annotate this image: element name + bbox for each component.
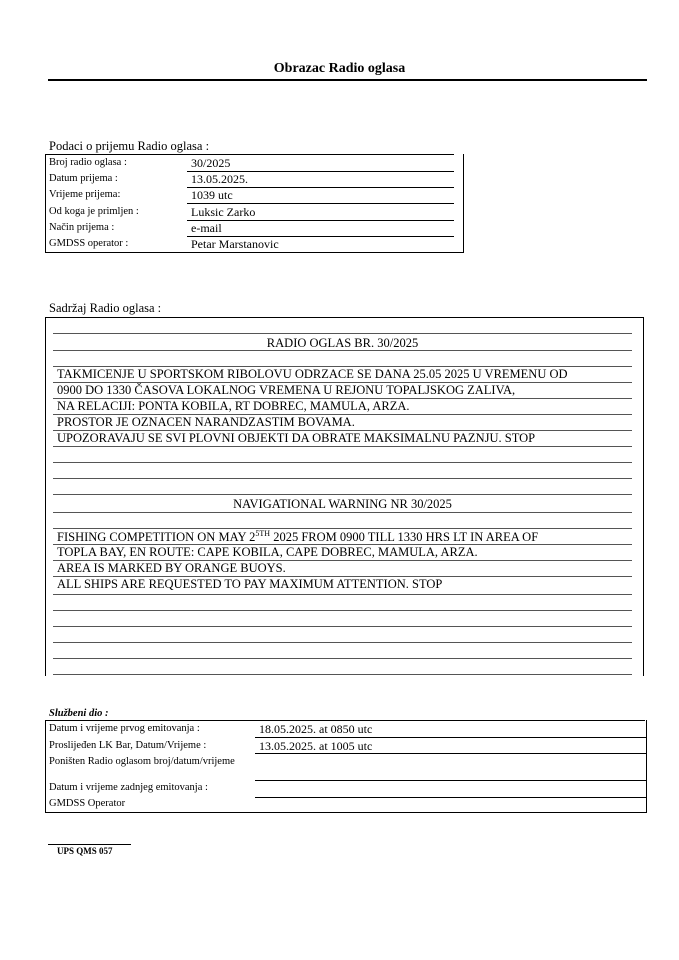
reception-value-method: e-mail xyxy=(191,221,222,235)
official-line xyxy=(255,753,646,754)
official-label-last-broadcast: Datum i vrijeme zadnjeg emitovanja : xyxy=(49,782,208,793)
content-rule xyxy=(53,674,632,675)
nav-warning-line: AREA IS MARKED BY ORANGE BUOYS. xyxy=(57,561,286,575)
reception-label-date: Datum prijema : xyxy=(49,173,118,184)
nav-warning-line: ALL SHIPS ARE REQUESTED TO PAY MAXIMUM ATTENTION. STOP xyxy=(57,577,443,591)
nav-warning-line: TOPLA BAY, EN ROUTE: CAPE KOBILA, CAPE DOBREC, MAMULA, ARZA. xyxy=(57,545,478,559)
reception-label-from: Od koga je primljen : xyxy=(49,206,139,217)
content-rule xyxy=(53,642,632,643)
official-line xyxy=(255,797,646,798)
local-notice-line: TAKMICENJE U SPORTSKOM RIBOLOVU ODRZACE SE DANA 25.05 2025 U VREMENU OD xyxy=(57,367,568,381)
official-label-cancelled: Poništen Radio oglasom broj/datum/vrijeme xyxy=(49,756,235,767)
official-label-forwarded: Proslijeđen LK Bar, Datum/Vrijeme : xyxy=(49,740,207,751)
footer-code: UPS QMS 057 xyxy=(57,846,113,856)
reception-label-method: Način prijema : xyxy=(49,222,115,233)
reception-line xyxy=(187,220,454,221)
reception-box-right xyxy=(463,154,464,252)
reception-label-number: Broj radio oglasa : xyxy=(49,157,127,168)
reception-label-time: Vrijeme prijema: xyxy=(49,189,121,200)
reception-heading: Podaci o prijemu Radio oglasa : xyxy=(49,139,210,153)
official-label-first-broadcast: Datum i vrijeme prvog emitovanja : xyxy=(49,723,200,734)
reception-value-number: 30/2025 xyxy=(191,156,231,170)
reception-value-operator: Petar Marstanovic xyxy=(191,237,279,251)
content-rule xyxy=(53,626,632,627)
content-rule xyxy=(53,594,632,595)
content-rule xyxy=(53,494,632,495)
footer-rule xyxy=(48,844,131,845)
nav-warning-line: FISHING COMPETITION ON MAY $2^{5TH}$ 2025 FROM 0900 TILL 1330 HRS LT IN AREA OF xyxy=(57,529,539,545)
reception-value-from: Luksic Zarko xyxy=(191,205,256,219)
local-notice-line: 0900 DO 1330 ČASOVA LOKALNOG VREMENA U REJONU TOPALJSKOG ZALIVA, xyxy=(57,383,516,397)
title-rule xyxy=(48,79,647,81)
reception-label-operator: GMDSS operator : xyxy=(49,238,129,249)
local-notice-title: RADIO OGLAS BR. 30/2025 xyxy=(266,336,419,350)
official-heading: Službeni dio : xyxy=(49,708,109,719)
content-rule xyxy=(53,512,632,513)
content-rule xyxy=(53,610,632,611)
official-line xyxy=(255,737,646,738)
content-rule xyxy=(53,333,632,334)
reception-value-time: 1039 utc xyxy=(191,188,233,202)
content-heading: Sadržaj Radio oglasa : xyxy=(49,301,162,315)
content-rule xyxy=(53,658,632,659)
content-rule xyxy=(53,446,632,447)
local-notice-line: UPOZORAVAJU SE SVI PLOVNI OBJEKTI DA OBRATE MAKSIMALNU PAZNJU. STOP xyxy=(57,431,536,445)
reception-line xyxy=(187,203,454,204)
document-title: Obrazac Radio oglasa xyxy=(273,61,406,76)
official-value-first-broadcast: 18.05.2025. at 0850 utc xyxy=(259,722,373,736)
official-label-operator: GMDSS Operator xyxy=(49,798,126,809)
content-rule xyxy=(53,350,632,351)
content-rule xyxy=(53,478,632,479)
local-notice-line: PROSTOR JE OZNACEN NARANDZASTIM BOVAMA. xyxy=(57,415,355,429)
official-line xyxy=(255,780,646,781)
content-rule xyxy=(53,462,632,463)
reception-value-date: 13.05.2025. xyxy=(191,172,248,186)
official-value-forwarded: 13.05.2025. at 1005 utc xyxy=(259,739,373,753)
nav-warning-title: NAVIGATIONAL WARNING NR 30/2025 xyxy=(233,497,452,511)
local-notice-line: NA RELACIJI: PONTA KOBILA, RT DOBREC, MAMULA, ARZA. xyxy=(57,399,410,413)
